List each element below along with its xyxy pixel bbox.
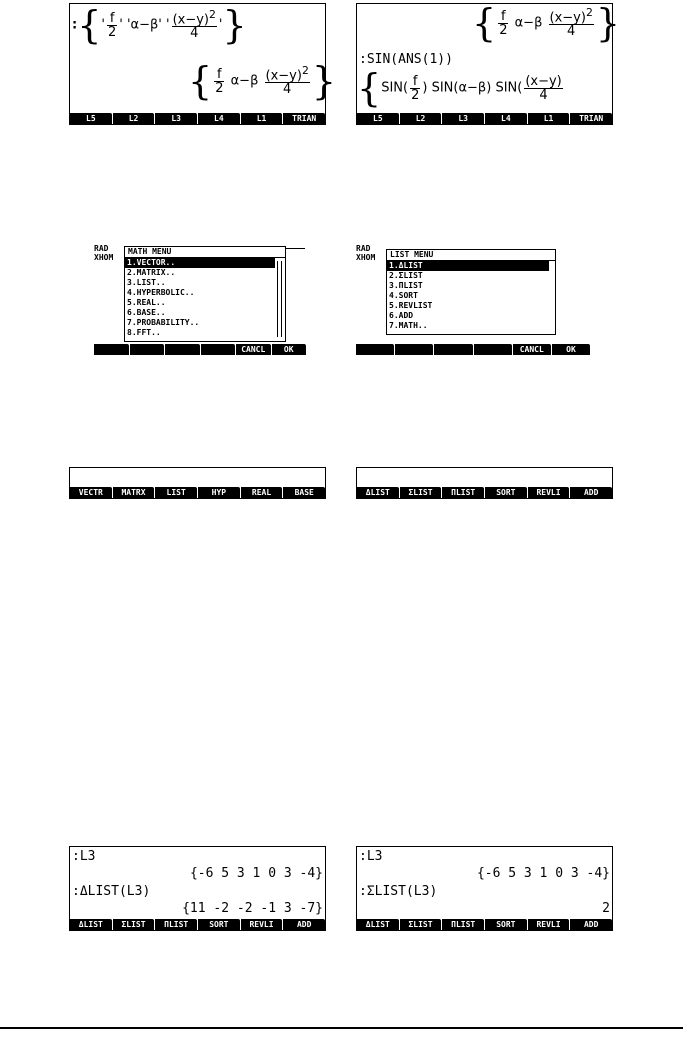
softkey-4[interactable]: L4 [485,113,527,124]
fraction [214,68,224,95]
calculator-screen-8 [356,846,613,931]
softkey-4[interactable]: L4 [198,113,240,124]
fraction [265,63,310,98]
background-edge [284,248,305,269]
scrollbar[interactable] [277,261,282,337]
calculator-screen-3 [94,242,306,355]
menu-item-revlist[interactable]: 5.REVLIST [389,301,433,310]
fraction-denominator: 4 [567,24,576,40]
stack-line-2: {-6 5 3 1 0 3 -4} [189,866,323,881]
menu-item-probability[interactable]: 7.PROBABILITY.. [127,318,200,327]
page-bottom-rule [0,1027,683,1029]
softkey-2[interactable] [130,344,165,355]
softkey-bar [357,113,612,124]
exponent: 2 [585,5,593,19]
menu-item-list[interactable]: 3.LIST.. [127,278,166,287]
softkey-base[interactable]: BASE [283,487,325,498]
stack-line-1: :L3 [72,849,96,864]
calculator-screen-2 [356,1,621,125]
stack-line-2: :SIN(ANS(1)) [359,52,453,67]
fraction [524,75,562,102]
softkey-bar [356,344,590,355]
calculator-screen-1 [69,3,337,125]
menu-item-sort[interactable]: 4.SORT [389,291,418,300]
calculator-screen-4 [356,242,590,355]
stack-line-2: {-6 5 3 1 0 3 -4} [476,866,610,881]
softkey-3[interactable] [165,344,200,355]
softkey-3[interactable]: L3 [155,113,197,124]
open-brace: { [357,66,382,110]
fraction-numerator: f [107,12,117,26]
fraction-numerator: f [498,10,508,24]
softkey-6[interactable]: TRIAN [570,113,612,124]
softkey-sort[interactable]: SORT [485,919,527,930]
menu-item-sigma-list[interactable]: 2.ΣLIST [389,271,423,280]
softkey-revli[interactable]: REVLI [528,487,570,498]
softkey-vectr[interactable]: VECTR [70,487,112,498]
open-brace: { [472,1,497,45]
fraction-numerator: f [410,75,420,89]
softkey-pi-list[interactable]: ΠLIST [442,919,484,930]
fraction [549,5,594,40]
menu-item-add[interactable]: 6.ADD [389,311,414,320]
softkey-3[interactable] [434,344,472,355]
softkey-4[interactable] [201,344,236,355]
fraction-denominator: 2 [215,80,224,96]
softkey-bar [357,919,612,930]
fraction-denominator: 2 [107,24,117,40]
softkey-1[interactable] [94,344,129,355]
fraction-denominator: 4 [539,87,548,103]
menu-item-math[interactable]: 7.MATH.. [389,321,428,330]
softkey-bar [70,487,325,498]
fraction [107,12,117,39]
softkey-4[interactable] [474,344,512,355]
softkey-5[interactable]: L1 [528,113,570,124]
math-menu-dialog [124,246,286,342]
menu-item-fft[interactable]: 8.FFT.. [127,328,161,337]
close-brace: } [311,59,337,103]
prompt-marker: : [72,17,78,33]
dialog-title: MATH MENU [125,247,285,258]
softkey-delta-list[interactable]: ΔLIST [357,919,399,930]
softkey-sigma-list[interactable]: ΣLIST [400,487,442,498]
xy-text: (x−y) [172,12,210,28]
sin-text: SIN [381,80,403,96]
stack-line-3: :ΔLIST(L3) [72,884,151,899]
softkey-6[interactable]: TRIAN [283,113,325,124]
softkey-3[interactable]: L3 [442,113,484,124]
mode-indicator-coord: XHOM [94,253,114,262]
softkey-delta-list[interactable]: ΔLIST [357,487,399,498]
softkey-bar [357,487,612,498]
softkey-list[interactable]: LIST [155,487,197,498]
open-brace: { [188,59,213,103]
stack-line-3: :ΣLIST(L3) [359,884,438,899]
softkey-sigma-list[interactable]: ΣLIST [400,919,442,930]
alpha-minus-beta: α−β [514,15,543,31]
softkey-1[interactable]: L5 [70,113,112,124]
softkey-cancel[interactable]: CANCL [513,344,551,355]
close-brace: } [222,3,247,47]
stack-line-1: :L3 [359,849,383,864]
softkey-2[interactable] [395,344,433,355]
softkey-hyp[interactable]: HYP [198,487,240,498]
softkey-add[interactable]: ADD [570,919,612,930]
fraction [498,10,508,37]
mode-indicator-angle: RAD [94,244,109,253]
stack-result: {SIN( $\frac{f}{2}$ ) SIN(α−β) SIN( $\frac{(x-y)}{4}$ [357,66,562,110]
exponent: 2 [301,63,309,77]
softkey-2[interactable]: L2 [400,113,442,124]
menu-item-matrix[interactable]: 2.MATRIX.. [127,268,176,277]
calculator-screen-7 [69,846,326,931]
fraction-numerator [172,7,217,28]
softkey-bar [94,344,306,355]
softkey-ok[interactable]: OK [272,344,307,355]
stack-line-1: :{' $\frac{f}{2}$ ' 'α−β' ' $\frac{(x-y)^2}{4}$ '} [72,3,247,47]
stack-line-4: {11 -2 -2 -1 3 -7} [182,901,323,916]
close-brace: } [595,1,621,45]
softkey-add[interactable]: ADD [283,919,325,930]
menu-item-pi-list[interactable]: 3.ΠLIST [389,281,423,290]
fraction [172,7,217,42]
softkey-sort[interactable]: SORT [485,487,527,498]
mode-indicator-coord: XHOM [356,253,376,262]
sin-alpha-beta: SIN(α−β) [431,80,492,96]
calculator-screen-5 [69,467,326,499]
softkey-add[interactable]: ADD [570,487,612,498]
softkey-revli[interactable]: REVLI [528,919,570,930]
fraction-numerator [265,63,310,84]
fraction-denominator: 4 [190,26,199,42]
menu-item-hyperbolic[interactable]: 4.HYPERBOLIC.. [127,288,195,297]
softkey-matrx[interactable]: MATRX [113,487,155,498]
xy-text: (x−y) [265,68,302,84]
softkey-ok[interactable]: OK [552,344,590,355]
softkey-1[interactable]: L5 [357,113,399,124]
menu-item-delta-list[interactable]: 1.ΔLIST [387,261,549,271]
exponent: 2 [209,7,216,21]
softkey-delta-list[interactable]: ΔLIST [70,919,112,930]
softkey-sigma-list[interactable]: ΣLIST [113,919,155,930]
softkey-real[interactable]: REAL [241,487,283,498]
mode-indicator-angle: RAD [356,244,371,253]
fraction-denominator: 2 [411,87,420,103]
menu-item-vector[interactable]: 1.VECTOR.. [125,258,275,268]
fraction-denominator: 2 [499,22,508,38]
softkey-2[interactable]: L2 [113,113,155,124]
softkey-bar [70,113,325,124]
softkey-revli[interactable]: REVLI [241,919,283,930]
menu-item-real[interactable]: 5.REAL.. [127,298,166,307]
list-menu-dialog [386,249,556,335]
fraction-denominator: 4 [283,82,292,98]
stack-line-1 [472,1,621,45]
stack-line-4: 2 [602,901,610,916]
softkey-5[interactable]: L1 [241,113,283,124]
xy-text: (x−y) [549,10,586,26]
fraction-numerator: f [214,68,224,82]
softkey-pi-list[interactable]: ΠLIST [155,919,197,930]
softkey-pi-list[interactable]: ΠLIST [442,487,484,498]
fraction-numerator [549,5,594,26]
alpha-minus-beta: α−β [230,73,259,89]
softkey-bar [70,919,325,930]
sin-text: SIN [495,80,518,96]
calculator-screen-6 [356,467,613,499]
softkey-cancel[interactable]: CANCL [236,344,271,355]
softkey-sort[interactable]: SORT [198,919,240,930]
open-brace: { [77,3,102,47]
fraction [410,75,420,102]
menu-item-base[interactable]: 6.BASE.. [127,308,166,317]
dialog-title: LIST MENU [387,250,555,261]
stack-result [188,59,337,103]
softkey-1[interactable] [356,344,394,355]
fraction-numerator: (x−y) [525,73,562,89]
alpha-minus-beta: α−β [130,17,159,33]
